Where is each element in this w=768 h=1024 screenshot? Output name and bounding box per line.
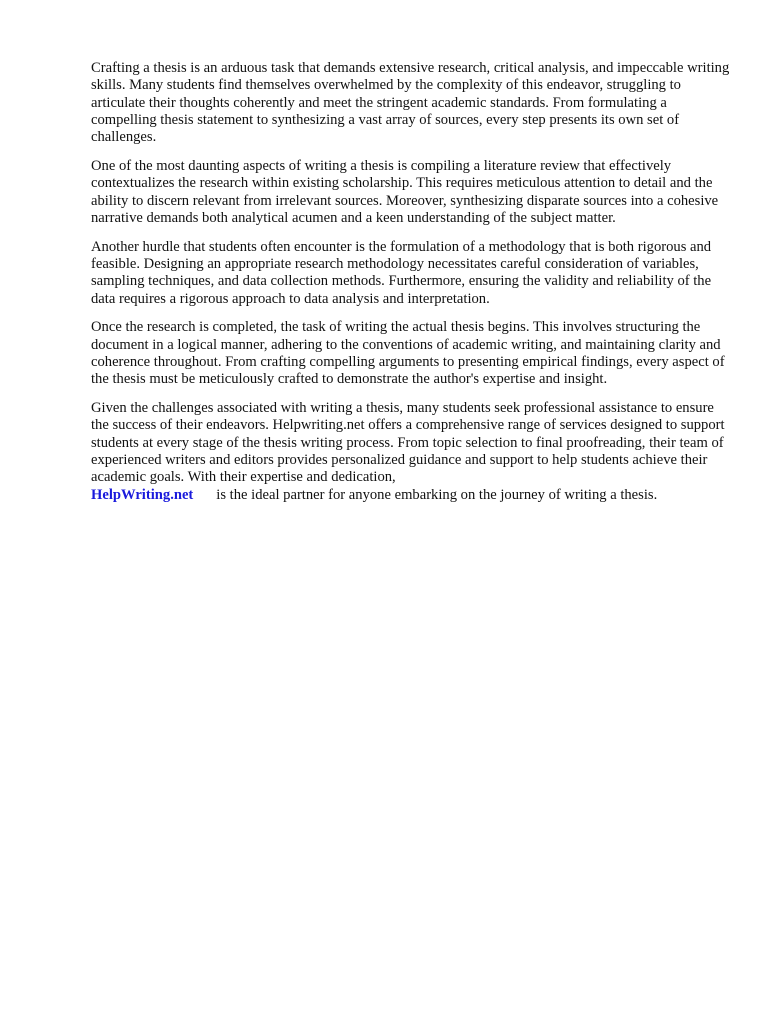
document-body [91,60,731,515]
paragraph-5-text: Given the challenges associated with writing a thesis, many students seek professional assistance to ensure the success of their endeavors. Helpwriting.net offers a comprehensive range of services designed to support students at every stage of the thesis writing process. From topic selection to final proofreading, their team of experienced writers and editors provides personalized guidance and support to help students achieve their academic goals. With their expertise and dedication, [91,400,725,486]
paragraph-5-after-link: is the ideal partner for anyone embarking on the journey of writing a thesis. [216,486,658,503]
paragraph-1: Crafting a thesis is an arduous task that demands extensive research, critical analysis, and impeccable writing skills. Many students find themselves overwhelmed by the complexity of this endeavor, struggling to articulate their thoughts coherently and meet the stringent academic standards. From formulating a compelling thesis statement to synthesizing a vast array of sources, every step presents its own set of challenges. [91,60,730,146]
paragraph-2: One of the most daunting aspects of writing a thesis is compiling a literature review that effectively contextualizes the research within existing scholarship. This requires meticulous attention to detail and the ability to discern relevant from irrelevant sources. Moreover, synthesizing disparate sources into a cohesive narrative demands both analytical acumen and a keen understanding of the subject matter. [91,157,719,226]
paragraph-5 [91,400,731,504]
paragraph-4: Once the research is completed, the task of writing the actual thesis begins. This involves structuring the document in a logical manner, adhering to the conventions of academic writing, and maintaining clarity and coherence throughout. From crafting compelling arguments to presenting empirical findings, every aspect of the thesis must be meticulously crafted to demonstrate the author's expertise and insight. [91,319,725,388]
helpwriting-link[interactable]: HelpWriting.net [91,486,194,503]
paragraph-3: Another hurdle that students often encounter is the formulation of a methodology that is both rigorous and feasible. Designing an appropriate research methodology necessitates careful consideration of variables, sampling techniques, and data collection methods. Furthermore, ensuring the validity and reliability of the data requires a rigorous approach to data analysis and interpretation. [91,238,712,307]
